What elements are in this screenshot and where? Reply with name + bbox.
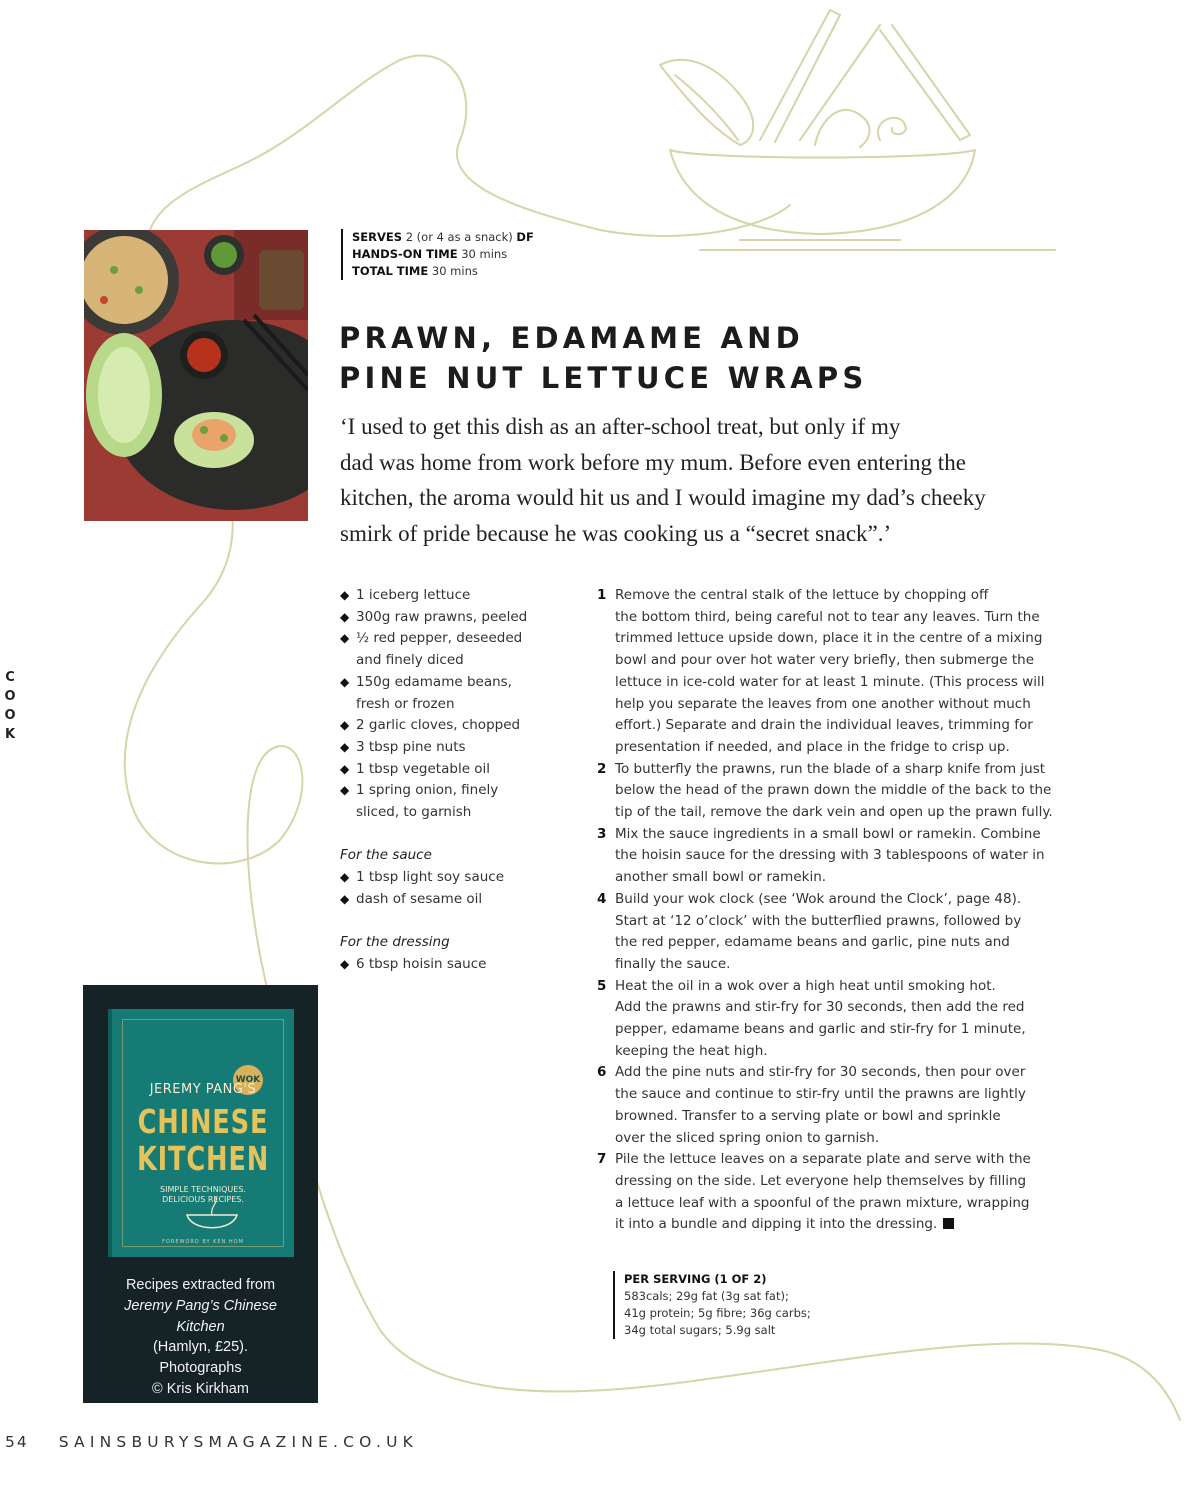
serves-row: SERVES 2 (or 4 as a snack) DF: [352, 230, 534, 244]
book-subtitle: SIMPLE TECHNIQUES. DELICIOUS RECIPES.: [160, 1185, 246, 1204]
chopstick: [760, 10, 840, 142]
method-step: 3 Mix the sauce ingredients in a small bowl or ramekin. Combine the hoisin sauce for the dressing with 3 tablespoons of water in another small bowl or ramekin.: [597, 825, 1045, 886]
spiral: [878, 118, 906, 140]
section-tag: C O O K: [4, 670, 22, 742]
method-step: 6 Add the pine nuts and stir-fry for 30 seconds, then pour over the sauce and continue to stir-fry until the prawns are lightly browned. Transfer to a serving plate or bowl and sprinkle over the sliced spring onion to garnish.: [597, 1064, 1026, 1146]
book-credits: Recipes extracted from Jeremy Pang’s Chinese Kitchen (Hamlyn, £25). Photographs © Kris Kirkham: [124, 1277, 277, 1397]
site-url: SAINSBURYSMAGAZINE.CO.UK: [58, 1433, 418, 1451]
recipe-meta: [341, 229, 601, 280]
bowl-outline: [670, 150, 975, 234]
chopstick: [880, 25, 970, 140]
ingredient-item: ◆ 150g edamame beans, fresh or frozen: [340, 673, 512, 712]
page-number: 54: [5, 1433, 29, 1451]
method-step: 1 Remove the central stalk of the lettuce by chopping off the bottom third, being careful not to tear any leaves. Turn the trimmed lettuce upside down, place it in the centre of a mixing bowl and pour over hot water very briefly, then submerge the lettuce in ice-cold water for at least 1 minute. (This process will help you separate the leaves from one another without much effort.) Separate and drain the individual leaves, trimming for presentation if needed, and place in the fridge to crisp up.: [597, 587, 1045, 755]
ingredient-item: ◆ ½ red pepper, deseeded and finely diced: [340, 630, 523, 669]
book-foreword: FOREWORD BY KEN HOM: [162, 1239, 244, 1245]
intro-quote: ‘I used to get this dish as an after-school treat, but only if my dad was home from work before my mum. Before even entering the kitchen, the aroma would hit us and I would imagine my dad’s cheeky smirk of pride because he was cooking us a “secret snack”.’: [340, 414, 986, 546]
ingredient-item: ◆ 300g raw prawns, peeled: [340, 608, 528, 625]
method-steps: [597, 585, 1097, 1236]
wok-badge: WOK: [233, 1065, 263, 1095]
dressing-heading: For the dressing: [340, 934, 450, 951]
diet-badge: DF: [516, 230, 534, 244]
page-footer: [5, 1433, 418, 1451]
hands-on-row: HANDS-ON TIME 30 mins: [352, 247, 508, 261]
ingredients-list: [340, 585, 580, 976]
ingredient-item: ◆ 1 tbsp vegetable oil: [340, 760, 491, 777]
book-title: CHINESE KITCHEN: [136, 1102, 270, 1178]
method-step: 4 Build your wok clock (see ‘Wok around the Clock’, page 48). Start at ‘12 o’clock’ with the butterflied prawns, followed by the red pepper, edamame beans and garlic, pine nuts and finally the sauce.: [597, 890, 1022, 972]
ingredient-item: ◆ 1 spring onion, finely sliced, to garnish: [340, 782, 499, 821]
dish-photo: [84, 230, 308, 521]
ingredient-item: ◆ 1 tbsp light soy sauce: [340, 869, 505, 886]
nutrition-heading: PER SERVING (1 OF 2): [624, 1272, 767, 1286]
ingredient-item: ◆ dash of sesame oil: [340, 890, 483, 907]
book-promo-panel: [83, 985, 318, 1403]
book-cover: [108, 1009, 294, 1257]
recipe-title: PRAWN, EDAMAME AND PINE NUT LETTUCE WRAPS: [339, 321, 868, 395]
ingredient-item: ◆ 3 tbsp pine nuts: [340, 738, 466, 755]
flowing-line: [150, 55, 790, 236]
ingredient-item: ◆ 6 tbsp hoisin sauce: [340, 955, 487, 972]
book-author: JEREMY PANG'S: [149, 1082, 257, 1097]
lettuce-leaf: [815, 110, 869, 147]
ingredient-item: ◆ 1 iceberg lettuce: [340, 587, 471, 603]
end-mark-icon: [943, 1218, 954, 1229]
ingredient-item: ◆ 2 garlic cloves, chopped: [340, 717, 521, 734]
sauce-heading: For the sauce: [340, 847, 432, 864]
method-step: 2 To butterfly the prawns, run the blade of a sharp knife from just below the head of the prawn down the middle of the back to the tip of the tail, remove the dark vein and open up the prawn fully.: [597, 760, 1053, 821]
method-step: 5 Heat the oil in a wok over a high heat until smoking hot. Add the prawns and stir-fry for 30 seconds, then add the red pepper, edamame beans and garlic and stir-fry for 1 minute, keeping the heat high.: [597, 977, 1026, 1059]
total-time-row: TOTAL TIME 30 mins: [352, 264, 478, 278]
method-step: 7 Pile the lettuce leaves on a separate plate and serve with the dressing on the side. Let everyone help themselves by filling a lettuce leaf with a spoonful of the prawn mixture, wrapping it into a bundle and dipping it into the dressing.: [597, 1151, 1031, 1233]
nutrition-info: PER SERVING (1 OF 2) 583cals; 29g fat (3g sat fat); 41g protein; 5g fibre; 36g carbs; 34g total sugars; 5.9g salt: [613, 1271, 873, 1339]
